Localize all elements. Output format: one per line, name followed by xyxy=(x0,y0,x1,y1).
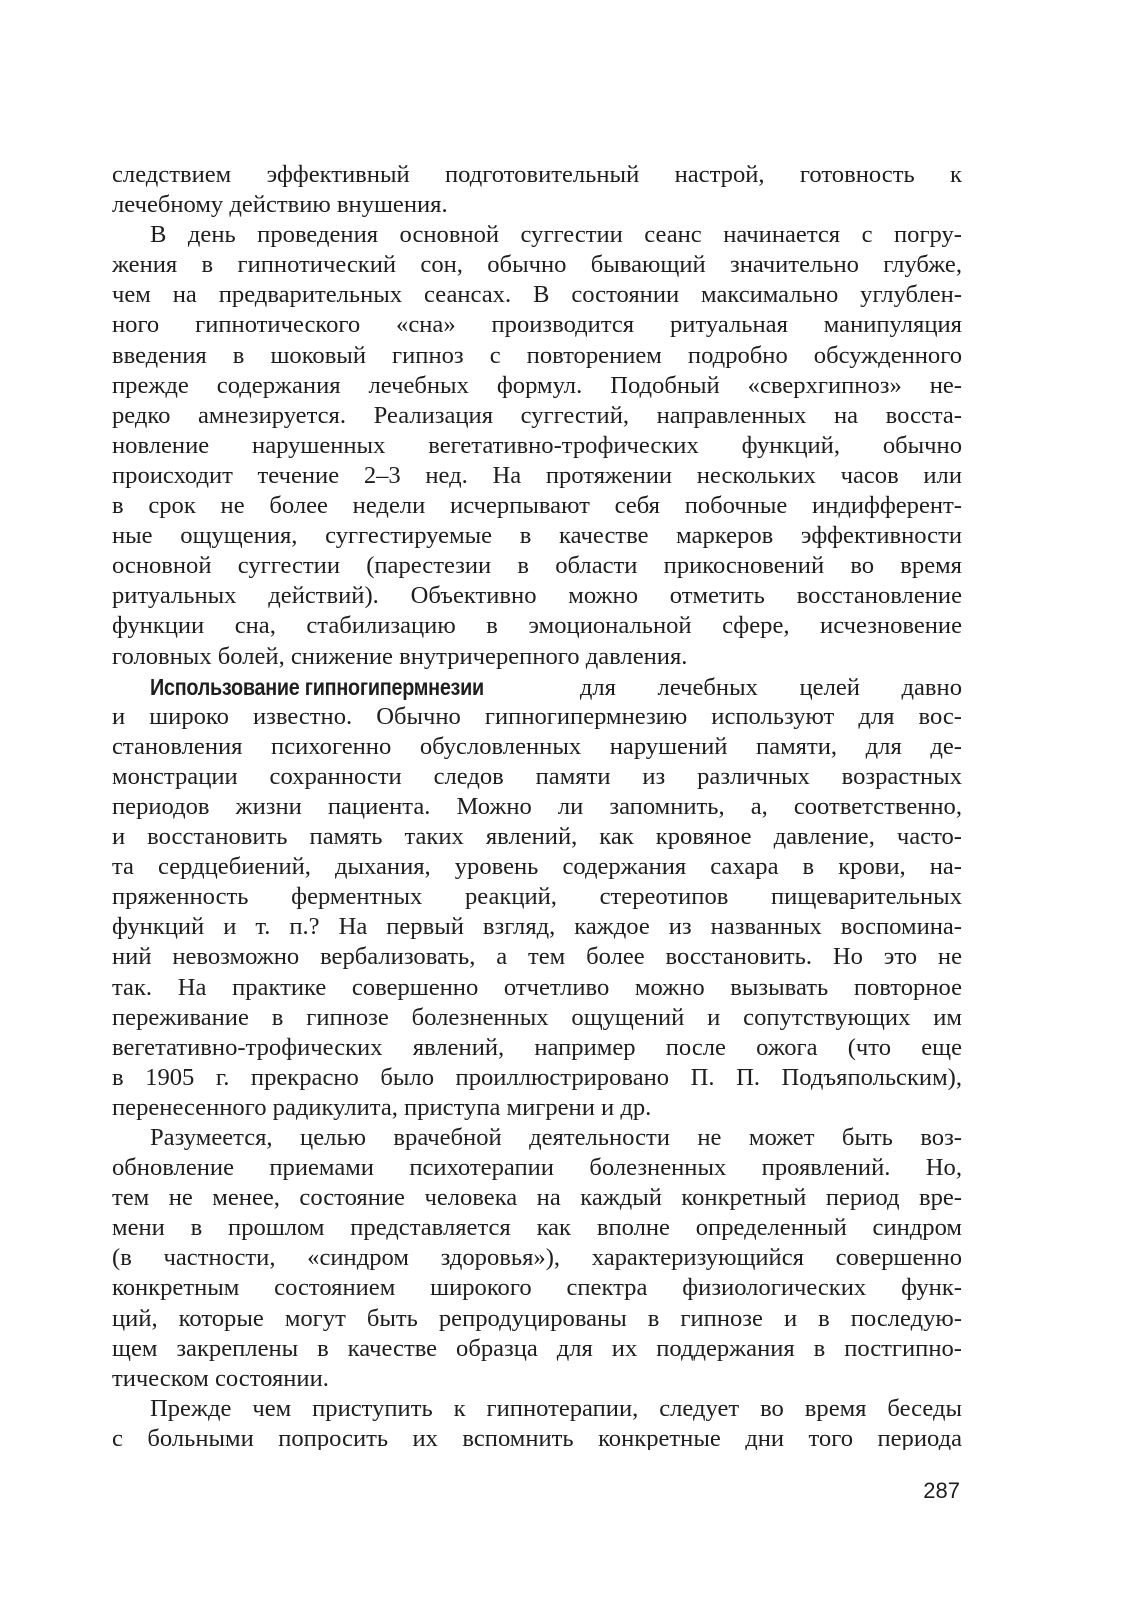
paragraph xyxy=(112,160,962,220)
text-line: монстрации сохранности следов памяти из различных возрастных xyxy=(112,762,962,790)
text-line: головных болей, снижение внутричерепного давления. xyxy=(112,642,688,670)
text-line: ного гипнотического «сна» производится ритуальная манипуляция xyxy=(112,311,962,339)
text-line: основной суггестии (парестезии в области прикосновений во время xyxy=(112,552,962,580)
text-line: вегетативно-трофических явлений, например после ожога (что еще xyxy=(112,1033,962,1061)
text-line: редко амнезируется. Реализация суггестий, направленных на восста- xyxy=(112,401,962,429)
text-line: ные ощущения, суггестируемые в качестве маркеров эффективности xyxy=(112,522,962,550)
text-line: становления психогенно обусловленных нарушений памяти, для де- xyxy=(112,732,962,760)
text-line: пряженность ферментных реакций, стереотипов пищеварительных xyxy=(112,883,962,911)
text-line: новление нарушенных вегетативно-трофических функций, обычно xyxy=(112,431,962,459)
page-number: 287 xyxy=(923,1478,960,1503)
text-line: происходит течение 2–3 нед. На протяжении нескольких часов или xyxy=(112,461,962,489)
text-line: переживание в гипнозе болезненных ощущений и сопутствующих им xyxy=(112,1003,962,1031)
text-line: обновление приемами психотерапии болезненных проявлений. Но, xyxy=(112,1154,962,1182)
paragraph xyxy=(112,220,962,671)
text-line: ний невозможно вербализовать, а тем более восстановить. Но это не xyxy=(112,943,962,971)
text-line: прежде содержания лечебных формул. Подобный «сверхгипноз» не- xyxy=(112,371,962,399)
text-line: ций, которые могут быть репродуцированы в гипнозе и в последую- xyxy=(112,1304,962,1332)
text-line: следствием эффективный подготовительный настрой, готовность к xyxy=(112,161,962,188)
text-line: жения в гипнотический сон, обычно бывающий значительно глубже, xyxy=(112,251,962,279)
text-line xyxy=(112,672,962,702)
text-line: щем закреплены в качестве образца для их поддержания в постгипно- xyxy=(112,1334,962,1362)
text-line: так. На практике совершенно отчетливо можно вызывать повторное xyxy=(112,973,962,1001)
text-line: конкретным состоянием широкого спектра физиологических функ- xyxy=(112,1274,962,1302)
text-line: мени в прошлом представляется как вполне определенный синдром xyxy=(112,1214,962,1242)
page-body xyxy=(112,160,962,1450)
text-line: (в частности, «синдром здоровья»), характеризующийся совершенно xyxy=(112,1244,962,1272)
text-line: перенесенного радикулита, приступа мигрени и др. xyxy=(112,1093,652,1121)
text-line: В день проведения основной суггестии сеанс начинается с погру- xyxy=(150,221,962,249)
paragraph xyxy=(112,1123,962,1394)
text-line: введения в шоковый гипноз с повторением подробно обсужденного xyxy=(112,341,962,369)
text-line: тем не менее, состояние человека на каждый конкретный период вре- xyxy=(112,1184,962,1212)
text-line: ритуальных действий). Объективно можно отметить восстановление xyxy=(112,582,962,610)
text-line: чем на предварительных сеансах. В состоянии максимально углублен- xyxy=(112,281,962,309)
text-line: лечебному действию внушения. xyxy=(112,191,448,219)
paragraph xyxy=(112,672,962,1123)
text-line: тическом состоянии. xyxy=(112,1364,329,1392)
paragraph xyxy=(112,1394,962,1450)
text-line: Прежде чем приступить к гипнотерапии, следует во время беседы xyxy=(150,1394,962,1422)
text-line: и восстановить память таких явлений, как кровяное давление, часто- xyxy=(112,823,962,851)
text-line: с больными попросить их вспомнить конкретные дни того периода xyxy=(112,1424,962,1450)
text-line: функций и т. п.? На первый взгляд, каждое из названных воспомина- xyxy=(112,913,962,941)
text-line: в срок не более недели исчерпывают себя побочные индифферент- xyxy=(112,492,962,520)
text-fragment: для лечебных целей давно xyxy=(538,673,962,701)
text-line: в 1905 г. прекрасно было проиллюстрировано П. П. Подъяпольским), xyxy=(112,1063,962,1091)
text-line: функции сна, стабилизацию в эмоциональной сфере, исчезновение xyxy=(112,612,962,640)
text-line: периодов жизни пациента. Можно ли запомнить, а, соответственно, xyxy=(112,792,962,820)
text-line: и широко известно. Обычно гипногипермнезию используют для вос- xyxy=(112,702,962,730)
bold-term: Использование гипногипермнезии xyxy=(150,673,484,700)
text-line: Разумеется, целью врачебной деятельности не может быть воз- xyxy=(150,1124,962,1151)
text-line: та сердцебиений, дыхания, уровень содержания сахара в крови, на- xyxy=(112,853,962,881)
